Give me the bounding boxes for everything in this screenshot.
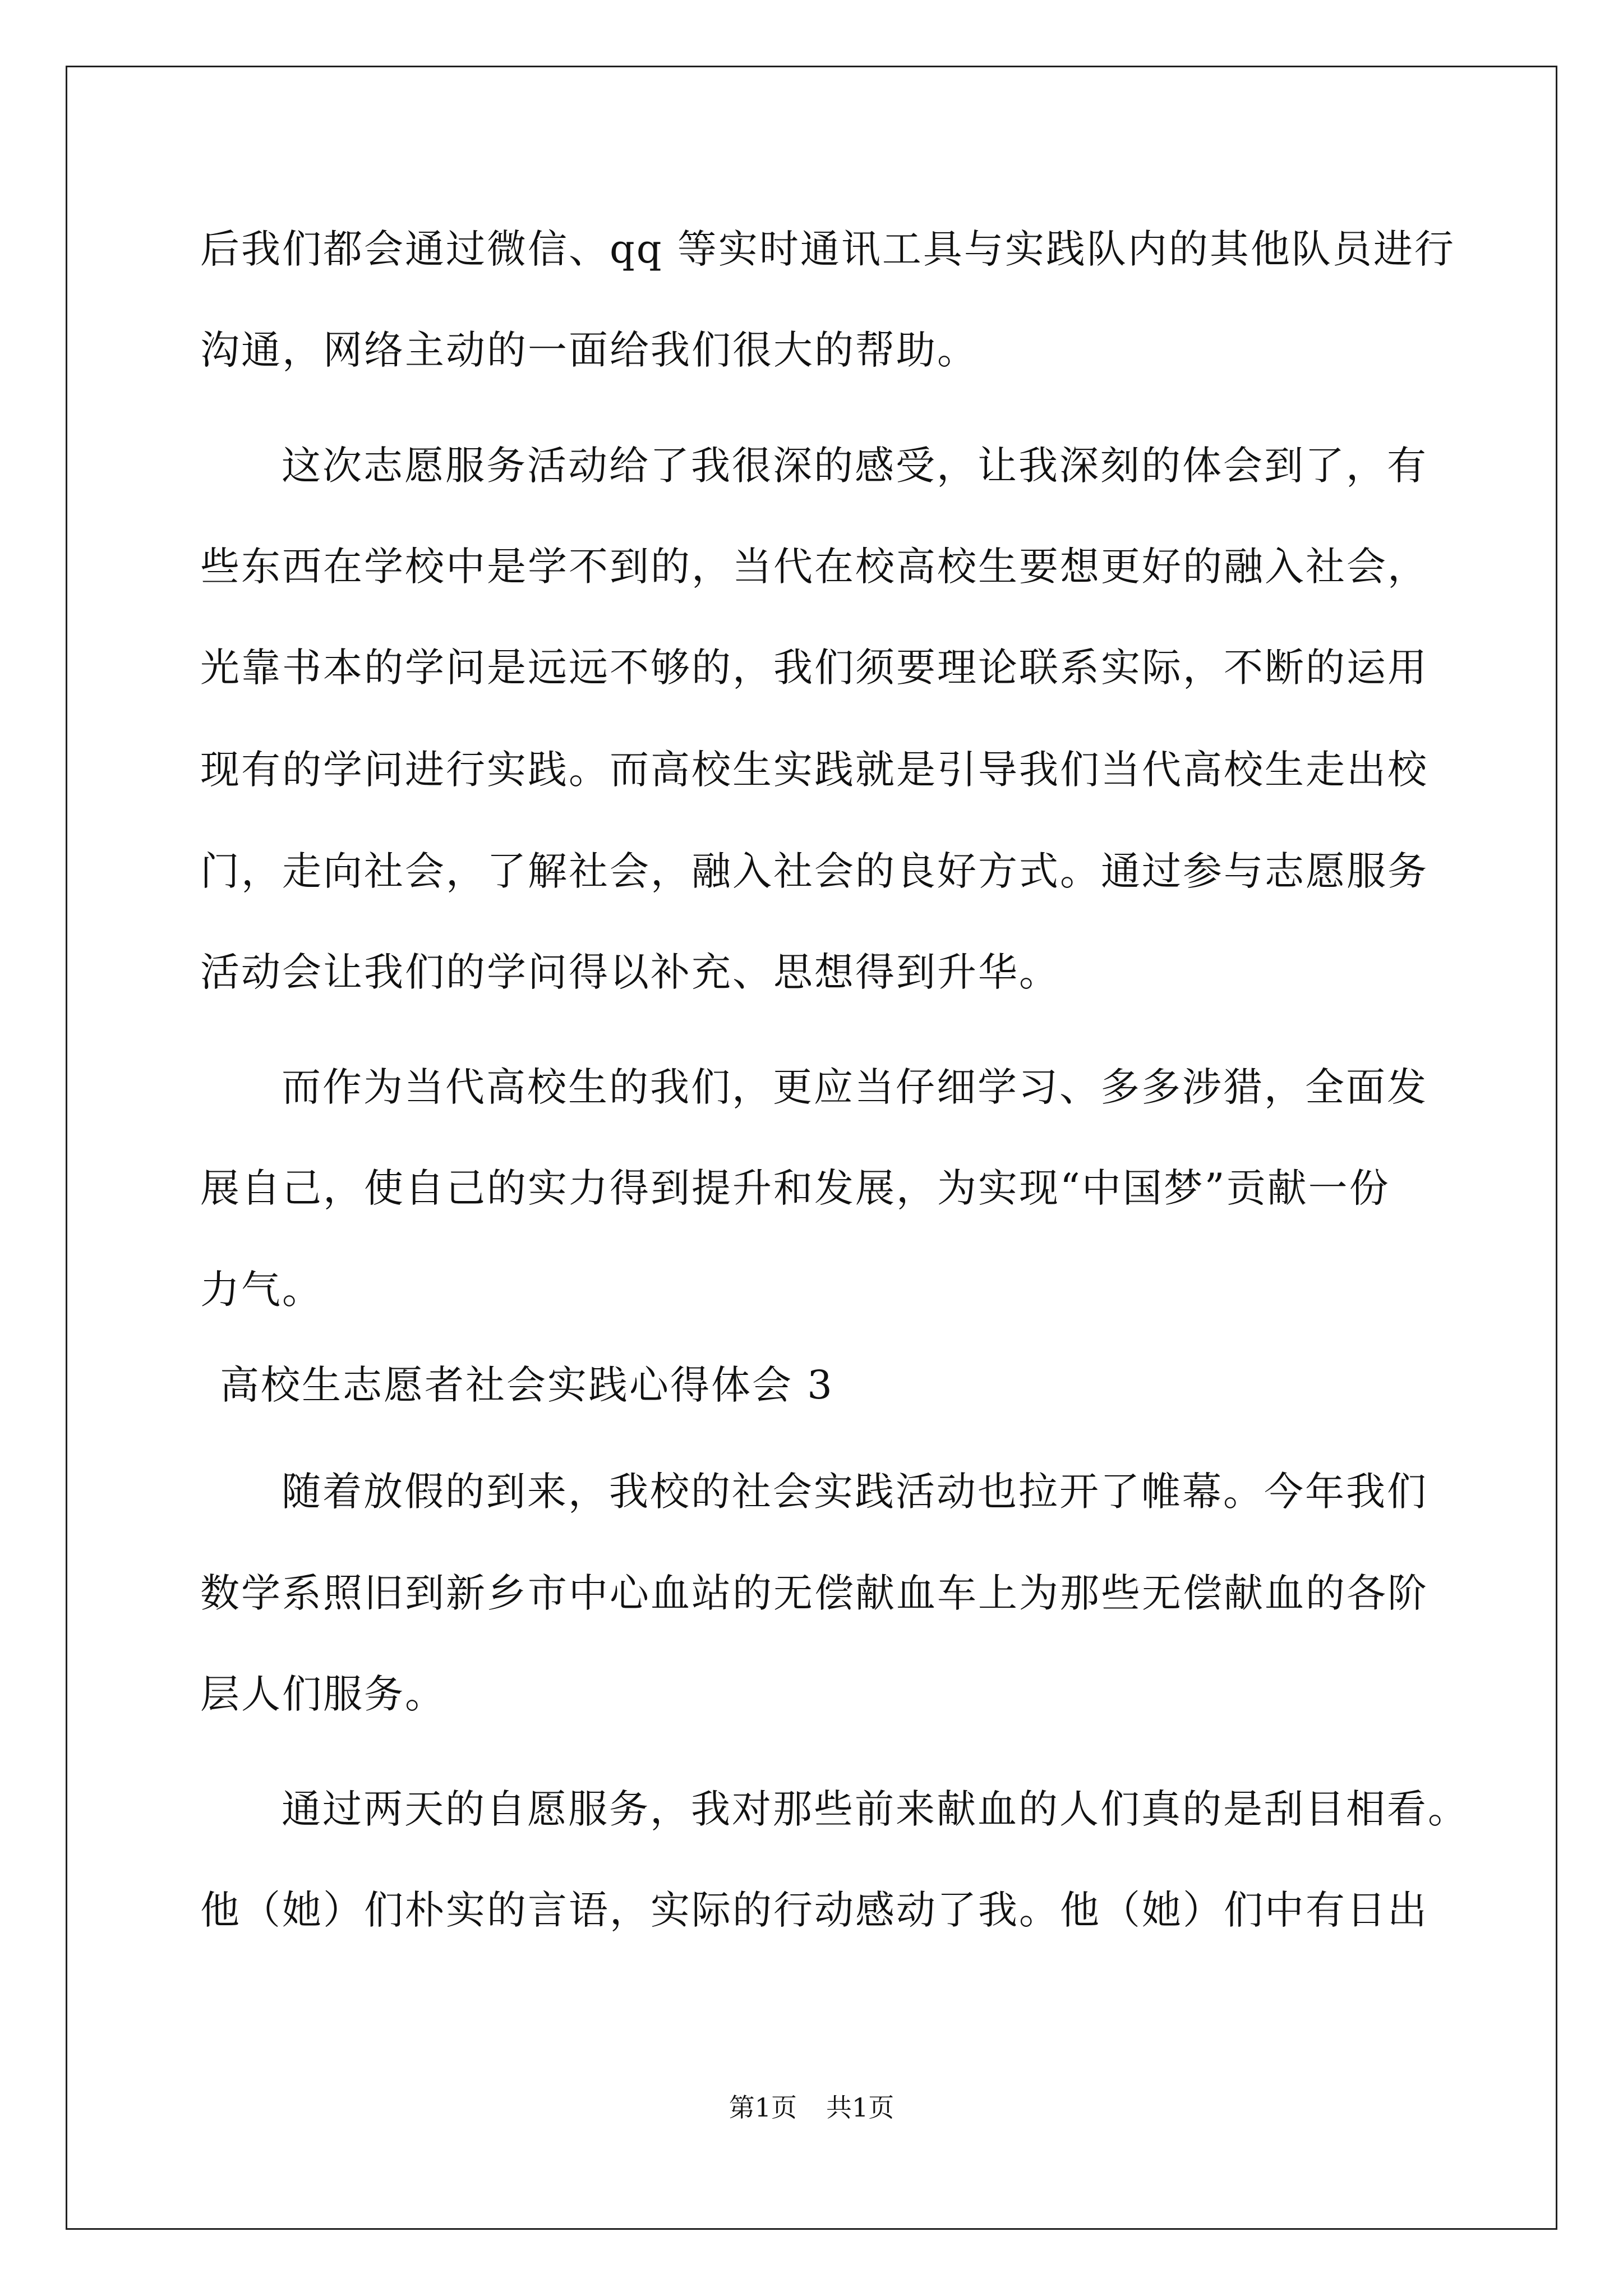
page-footer [0,2091,1623,2124]
body-line-8: 活动会让我们的学问得以补充、思想得到升华。 [200,949,1060,995]
body-line-2: 沟通，网络主动的一面给我们很大的帮助。 [200,327,978,373]
body-line-10: 展自己，使自己的实力得到提升和发展，为实现“中国梦”贡献一份 [200,1165,1390,1211]
body-line-12: 随着放假的到来，我校的社会实践活动也拉开了帷幕。今年我们 [282,1469,1428,1515]
body-line-6: 现有的学问进行实践。而高校生实践就是引导我们当代高校生走出校 [200,747,1428,793]
body-line-9: 而作为当代高校生的我们，更应当仔细学习、多多涉猎，全面发 [282,1064,1428,1110]
body-line-15: 通过两天的自愿服务，我对那些前来献血的人们真的是刮目相看。 [282,1786,1469,1832]
section-heading: 高校生志愿者社会实践心得体会 3 [220,1362,834,1408]
body-line-11: 力气。 [200,1267,323,1313]
body-line-7: 门，走向社会，了解社会，融入社会的良好方式。通过参与志愿服务 [200,848,1428,894]
body-line-5: 光靠书本的学问是远远不够的，我们须要理论联系实际，不断的运用 [200,645,1428,691]
body-line-13: 数学系照旧到新乡市中心血站的无偿献血车上为那些无偿献血的各阶 [200,1570,1428,1616]
body-line-16: 他（她）们朴实的言语，实际的行动感动了我。他（她）们中有日出 [200,1887,1428,1933]
page-number-current: 第1页 [728,2092,797,2123]
page-number-total: 共1页 [826,2092,895,2123]
body-line-1: 后我们都会通过微信、qq 等实时通讯工具与实践队内的其他队员进行 [200,226,1455,272]
body-line-4: 些东西在学校中是学不到的，当代在校高校生要想更好的融入社会， [200,544,1428,590]
body-line-14: 层人们服务。 [200,1671,446,1717]
body-line-3: 这次志愿服务活动给了我很深的感受，让我深刻的体会到了，有 [282,443,1428,489]
